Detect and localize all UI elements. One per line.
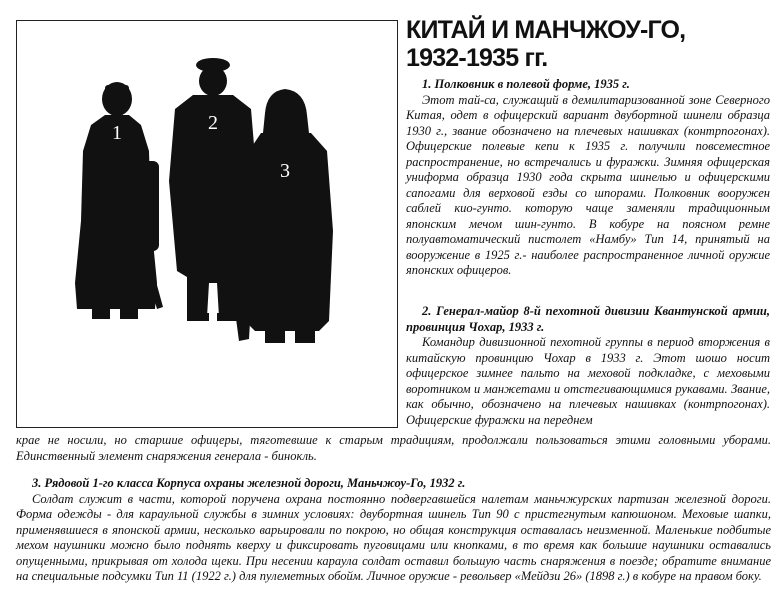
caption-2-body: Командир дивизионной пехотной группы в период вторжения в китайскую провинцию Чохар в 1933 г. Этот шошо носит офицерское зимнее пальто на меховой подкладке, с меховыми воротником и манжетами и отстегивающимися рукавами. Звание, как обычно, обозначено на плечевых нашивках (контрпогонах). Офицерские фуражки на переднем bbox=[406, 335, 770, 427]
figure-label-1: 1 bbox=[112, 122, 122, 144]
caption-2-heading: 2. Генерал-майор 8-й пехотной дивизии Квантунской армии, провинция Чохар, 1933 г. bbox=[406, 304, 770, 334]
caption-3-heading: 3. Рядовой 1-го класса Корпуса охраны железной дороги, Маньчжоу-Го, 1932 г. bbox=[32, 476, 466, 490]
figure-silhouettes-frame bbox=[16, 20, 398, 428]
caption-1-heading: 1. Полковник в полевой форме, 1935 г. bbox=[422, 77, 630, 91]
caption-3 bbox=[16, 476, 771, 585]
soldier-silhouettes-illustration bbox=[17, 21, 397, 427]
page-title-line-1: КИТАЙ И МАНЧЖОУ-ГО, bbox=[406, 16, 686, 44]
caption-1-body: Этот тай-са, служащий в демилитаризованной зоне Северного Китая, одет в офицерский вариант двубортной шинели образца 1930 г., звание обозначено на плечевых нашивках (контрпогонах). Офицерские полевые кепи к 1935 г. получили повсеместное распространение, но встречались и фуражки. Зимняя офицерская униформа образца 1930 года скрыта шинелью и офицерскими сапогами для верховой езды со шпорами. Полковник вооружен саблей кио-гунто. которую чаще заменяли традиционным японским мечом шин-гунто. В кобуре на поясном ремне полуавтоматический пистолет «Намбу» Тип 14, принятый на вооружение в 1925 г.- наиболее распространенное личной оружие японских офицеров. bbox=[406, 92, 770, 277]
figure-1-silhouette bbox=[75, 82, 163, 319]
caption-1 bbox=[406, 77, 770, 279]
caption-2-continued bbox=[16, 433, 771, 464]
page-title bbox=[406, 16, 771, 72]
figure-label-3: 3 bbox=[280, 160, 290, 182]
figure-label-2: 2 bbox=[208, 112, 218, 134]
page-title-line-2: 1932-1935 гг. bbox=[406, 44, 548, 72]
caption-2-body-continued: крае не носили, но старшие офицеры, тяготевшие к старым традициям, продолжали пользоваться этими головными уборами. Единственный элемент снаряжения генерала - бинокль. bbox=[16, 433, 771, 463]
caption-2 bbox=[406, 304, 770, 428]
caption-3-body: Солдат служит в части, которой поручена охрана постоянно подвергавшейся налетам маньчжурских партизан железной дороги. Форма одежды - для караульной службы в зимних условиях: двубортная шинель Тип 90 с пристегнутым капюшоном. Меховые шапки, применявшиеся в японской армии, несколько варьировали по покрою, но общая конструкция оставалась неизменной. Маленькие подбитые мехом наушники можно было поднять кверху и фиксировать пуговицами или кнопками, в то время как большие наушники оставались опущенными, прикрывая от холода щеки. При несении караула солдат оставил большую часть снаряжения в поезде; обратите внимание на специальные подсумки Тип 11 (1922 г.) для пулеметных обойм. Личное оружие - револьвер «Мейдзи 26» (1898 г.) в кобуре на правом боку. bbox=[16, 491, 771, 583]
